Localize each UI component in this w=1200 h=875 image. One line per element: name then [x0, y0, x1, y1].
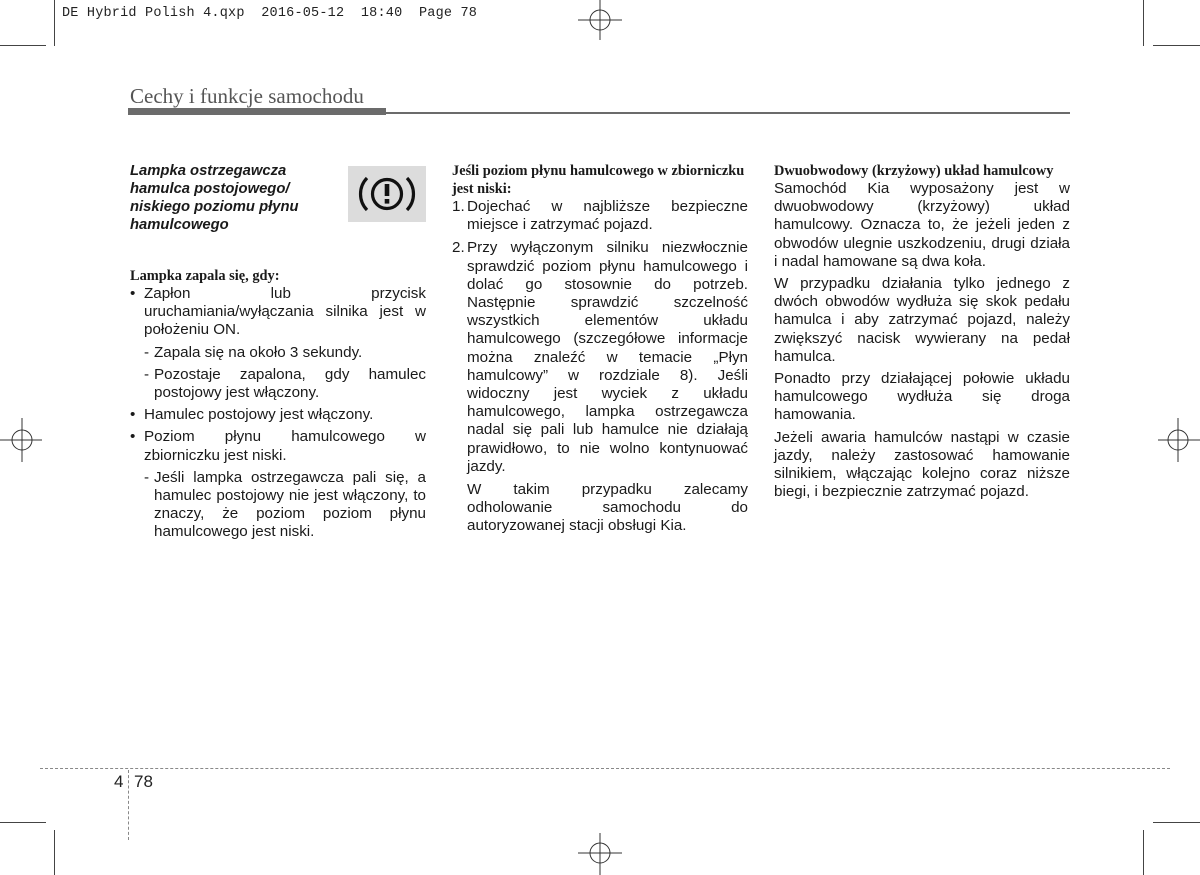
list-item: • Poziom płynu hamulcowego w zbiorniczku jest niski.	[130, 428, 426, 464]
item-text: Dojechać w najbliższe bezpieczne miejsce i zatrzymać pojazd.	[467, 198, 748, 234]
crop-mark	[1153, 822, 1200, 823]
numbered-item	[452, 239, 748, 476]
slug-date: 2016-05-12	[261, 6, 345, 21]
list-subitem: - Jeśli lampka ostrzegawcza pali się, a hamulec postojowy nie jest włączony, to znaczy, że poziom poziom płynu hamulcowego jest niski.	[130, 469, 426, 542]
footer-dashed-rule	[40, 768, 1170, 769]
page-number: 78	[134, 772, 153, 791]
lights-heading: Lampka zapala się, gdy:	[130, 268, 280, 284]
registration-mark-icon	[0, 414, 42, 466]
registration-mark-icon	[574, 833, 626, 875]
list-subitem: - Zapala się na około 3 sekundy.	[130, 344, 426, 362]
registration-mark-icon	[574, 0, 626, 40]
crop-mark	[0, 822, 46, 823]
slug-time: 18:40	[360, 6, 403, 21]
footer-dashed-divider	[128, 770, 129, 840]
paragraph: Samochód Kia wyposażony jest w dwuobwodowy (krzyżowy) układ hamulcowy. Oznacza to, że jeżeli jeden z obwodów ulegnie uszkodzeniu, drugi działa i nadal hamowane są dwa koła.	[774, 180, 1070, 270]
column-left	[130, 162, 426, 542]
paragraph: W takim przypadku zalecamy odholowanie samochodu do autoryzowanej stacji obsługi Kia.	[467, 481, 748, 535]
crop-mark	[54, 0, 55, 46]
chapter-number: 4	[114, 772, 124, 791]
slug-page: Page 78	[419, 6, 478, 21]
paragraph: Ponadto przy działającej połowie układu hamulcowego wydłuża się droga hamowania.	[774, 370, 1070, 424]
crop-mark	[54, 830, 55, 875]
print-slug	[62, 6, 477, 21]
section-title: Cechy i funkcje samochodu	[130, 84, 364, 108]
crop-mark	[0, 45, 46, 46]
column-middle	[452, 162, 748, 536]
low-fluid-heading: Jeśli poziom płynu hamulcowego w zbiorniczku jest niski:	[452, 163, 745, 197]
crop-mark	[1153, 45, 1200, 46]
warning-light-title: Lampka ostrzegawcza hamulca postojowego/ niskiego poziomu płynu hamulcowego	[130, 163, 299, 233]
numbered-item	[452, 198, 748, 234]
item-number: 2.	[452, 239, 465, 257]
header-rule-thin	[386, 112, 1070, 114]
paragraph: Jeżeli awaria hamulców nastąpi w czasie jazdy, należy zastosować hamowanie silnikiem, włączając kolejno coraz niższe biegi, i bezpiecznie zatrzymać pojazd.	[774, 428, 1070, 501]
crop-mark	[1143, 830, 1144, 875]
paragraph: W przypadku działania tylko jednego z dwóch obwodów wydłuża się skok pedału hamulca i aby zatrzymać pojazd, należy zwiększyć nacisk wywierany na pedał hamulca.	[774, 275, 1070, 365]
column-right	[774, 162, 1070, 501]
list-item: • Hamulec postojowy jest włączony.	[130, 406, 426, 424]
list-item: • Zapłon lub przycisk uruchamiania/wyłączania silnika jest w położeniu ON.	[130, 285, 426, 340]
slug-file: DE Hybrid Polish 4.qxp	[62, 6, 245, 21]
list-subitem: - Pozostaje zapalona, gdy hamulec postojowy jest włączony.	[130, 366, 426, 402]
item-text: Przy wyłączonym silniku niezwłocznie sprawdzić poziom płynu hamulcowego i dolać go stosownie do potrzeb. Następnie sprawdzić szczelność wszystkich elementów układu hamulcowego (szczegółowe informacje można znaleźć w temacie „Płyn hamulcowy” w rozdziale 8). Jeśli widoczny jest wyciek z układu hamulcowego, lampka ostrzegawcza nadal się pali lub hamulce nie działają prawidłowo, to nie wolno kontynuować jazdy.	[467, 239, 748, 475]
registration-mark-icon	[1158, 414, 1200, 466]
header-rule-thick	[128, 108, 386, 115]
crop-mark	[1143, 0, 1144, 46]
dual-circuit-heading: Dwuobwodowy (krzyżowy) układ hamulcowy	[774, 163, 1054, 179]
item-number: 1.	[452, 198, 465, 215]
